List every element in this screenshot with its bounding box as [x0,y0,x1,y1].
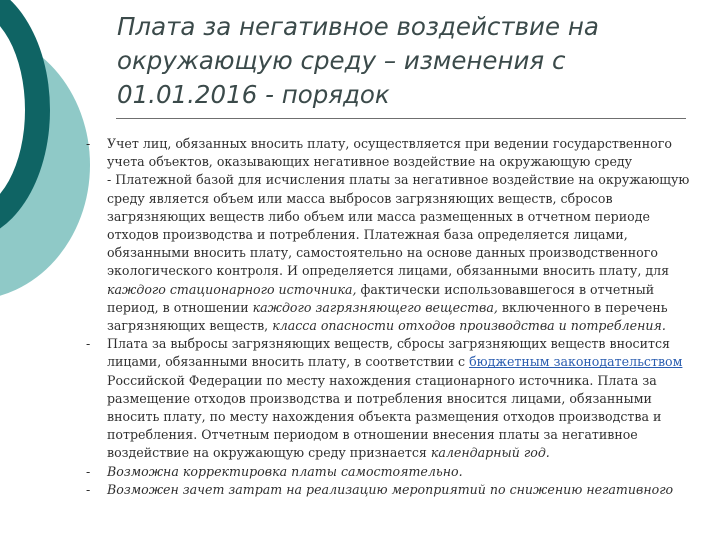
bullet-dash: - [86,481,91,497]
budget-legislation-link[interactable]: бюджетным законодательством [469,354,683,370]
bullet-item-payment [86,335,696,462]
paragraph-payment-base: - Платежной базой для исчисления платы за негативное воздействие на окружающую среду является объем или масса выбросов загрязняющих веществ, сбросов загрязняющих веществ либо объем или масса размещенных в отчетном периоде отходов производства и потребления. Платежная база определяется лицами, обязанными вносить плату, самостоятельно на основе данных производственного экологического контроля. И определяется лицами, обязанными вносить плату, для каждого стационарного источника, фактически использовавшегося в отчетный период, в отношении каждого загрязняющего вещества, включенного в перечень загрязняющих веществ, класса опасности отходов производства и потребления. [107,172,694,334]
slide-body [86,135,696,499]
bullet-dash: - [86,136,91,151]
paragraph-offset: Возможен зачет затрат на реализацию мероприятий по снижению негативного [107,481,674,497]
paragraph-accounting: Учет лиц, обязанных вносить плату, осуществляется при ведении государственного учета объектов, оказывающих негативное воздействие на окружающую среду [107,136,676,170]
paragraph-payment: Плата за выбросы загрязняющих веществ, сбросы загрязняющих веществ вносится лицами, обязанными вносить плату, в соответствии с бюджетным законодательством Российской Федерации по месту нахождения стационарного источника. Плата за размещение отходов производства и потребления вносится лицами, обязанными вносить плату, по месту нахождения объекта размещения отходов производства и потребления. Отчетным периодом в отношении внесения платы за негативное воздействие на окружающую среду признается календарный год. [107,336,687,461]
bullet-item-accounting [86,135,696,335]
title-divider [116,118,686,119]
bullet-dash: - [86,336,91,352]
bullet-dash: - [86,463,91,479]
bullet-item-offset [86,481,696,499]
slide-title: Плата за негативное воздействие на окружающую среду – изменения с 01.01.2016 - порядок [117,12,599,109]
bullet-item-correction [86,463,696,481]
paragraph-correction: Возможна корректировка платы самостоятельно. [107,463,463,479]
